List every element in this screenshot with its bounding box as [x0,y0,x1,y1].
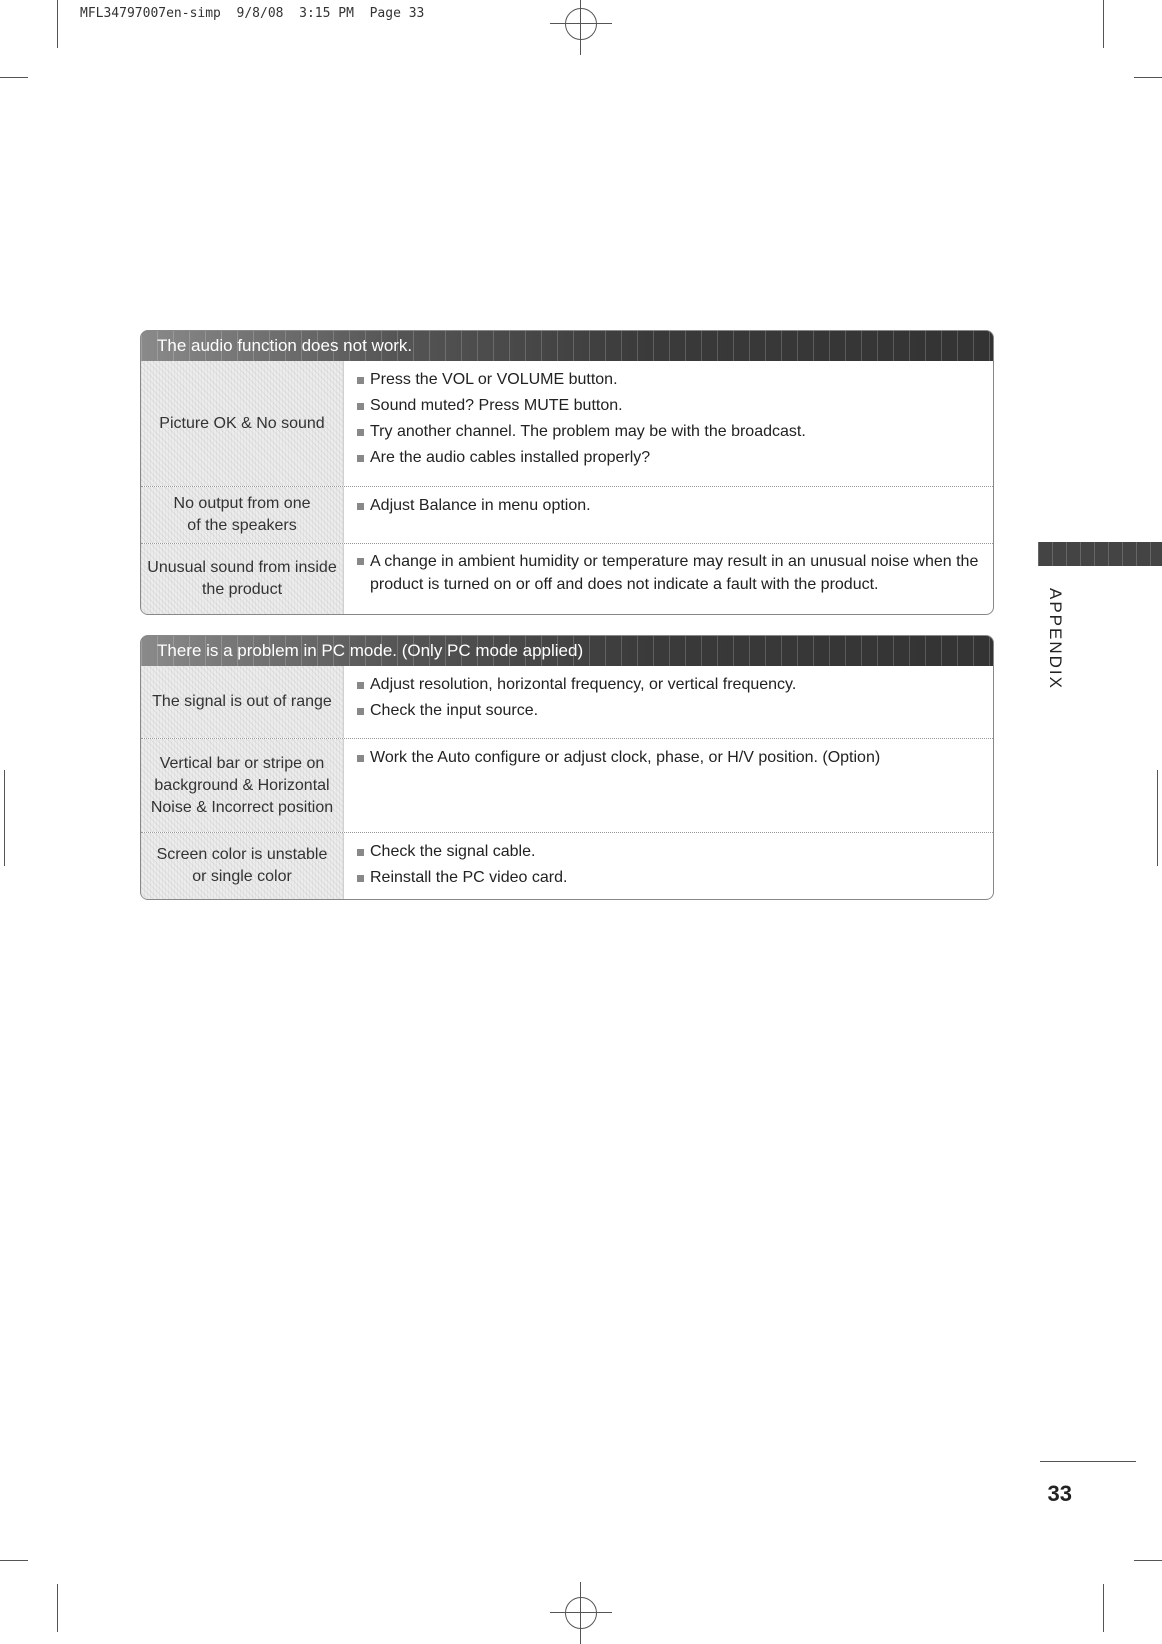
symptom-cell [141,361,344,486]
troubleshooting-row [141,361,993,486]
page-number: 33 [1047,1481,1072,1506]
symptom-text: background & Horizontal [154,776,330,794]
symptom-text: of the speakers [187,517,297,534]
remedy-item [356,419,981,445]
remedy-list [344,739,993,832]
symptom-text: Noise & Incorrect position [150,798,334,816]
remedy-text: Adjust resolution, horizontal frequency, or vertical frequency. [370,676,797,693]
remedy-item [356,698,981,724]
square-bullet-icon [357,377,364,384]
page-rule [1040,1461,1136,1462]
remedy-text: Check the signal cable. [370,843,536,860]
remedy-item [356,745,981,771]
side-section-label: APPENDIX [1046,588,1065,690]
remedy-list [344,544,993,614]
symptom-cell [141,544,344,614]
crop-mark [57,1584,58,1632]
remedy-text: Try another channel. The problem may be with the broadcast. [370,423,806,440]
troubleshooting-section-audio [140,330,994,615]
remedy-text: Sound muted? Press MUTE button. [370,397,623,414]
remedy-text: Reinstall the PC video card. [370,869,568,886]
square-bullet-icon [357,455,364,462]
troubleshooting-row [141,543,993,614]
square-bullet-icon [357,403,364,410]
remedy-item [356,393,981,419]
symptom-text: Picture OK & No sound [159,414,325,432]
symptom-text: Screen color is unstable [156,846,328,863]
square-bullet-icon [357,708,364,715]
remedy-text: Are the audio cables installed properly? [370,449,651,466]
remedy-list [344,833,993,899]
symptom-text: No output from one [173,495,311,512]
troubleshooting-row [141,738,993,832]
remedy-text: Check the input source. [370,702,539,719]
crop-mark [1103,0,1104,48]
remedy-list [344,361,993,486]
remedy-item [356,672,981,698]
crop-mark [0,77,28,78]
remedy-item [356,550,981,596]
symptom-text: Vertical bar or stripe on [159,754,325,772]
troubleshooting-row [141,832,993,899]
crop-mark [0,1560,28,1561]
section-title: There is a problem in PC mode. (Only PC mode applied) [141,636,993,666]
square-bullet-icon [357,558,364,565]
symptom-text: or single color [192,868,292,885]
symptom-cell [141,487,344,543]
remedy-text: Press the VOL or VOLUME button. [370,371,618,388]
crop-mark [1134,1560,1162,1561]
symptom-cell [141,739,344,832]
square-bullet-icon [357,755,364,762]
crop-mark [4,770,5,866]
appendix-tab-marker [1038,542,1162,566]
remedy-item [356,367,981,393]
symptom-text: the product [201,581,283,598]
remedy-text: Adjust Balance in menu option. [370,497,591,514]
square-bullet-icon [357,503,364,510]
remedy-item [356,493,981,519]
remedy-item [356,865,981,891]
troubleshooting-row [141,666,993,738]
crop-mark [57,0,58,48]
remedy-item [356,445,981,471]
square-bullet-icon [357,875,364,882]
registration-mark [565,8,597,40]
crop-mark [1134,77,1162,78]
square-bullet-icon [357,849,364,856]
remedy-list [344,487,993,543]
registration-mark [565,1597,597,1629]
troubleshooting-row [141,486,993,543]
remedy-text: A change in ambient humidity or temperature may result in an unusual noise when the product is turned on or off and does not indicate a fault with the product. [370,553,979,593]
symptom-cell [141,833,344,899]
print-slug: MFL34797007en-simp 9/8/08 3:15 PM Page 33 [80,6,425,21]
symptom-cell [141,666,344,738]
symptom-text: The signal is out of range [152,693,332,710]
remedy-text: Work the Auto configure or adjust clock, phase, or H/V position. (Option) [370,749,881,766]
section-title: The audio function does not work. [141,331,993,361]
troubleshooting-section-pc-mode [140,635,994,900]
square-bullet-icon [357,682,364,689]
square-bullet-icon [357,429,364,436]
crop-mark [1157,770,1158,866]
remedy-item [356,839,981,865]
symptom-text: Unusual sound from inside [147,559,337,576]
remedy-list [344,666,993,738]
crop-mark [1103,1584,1104,1632]
